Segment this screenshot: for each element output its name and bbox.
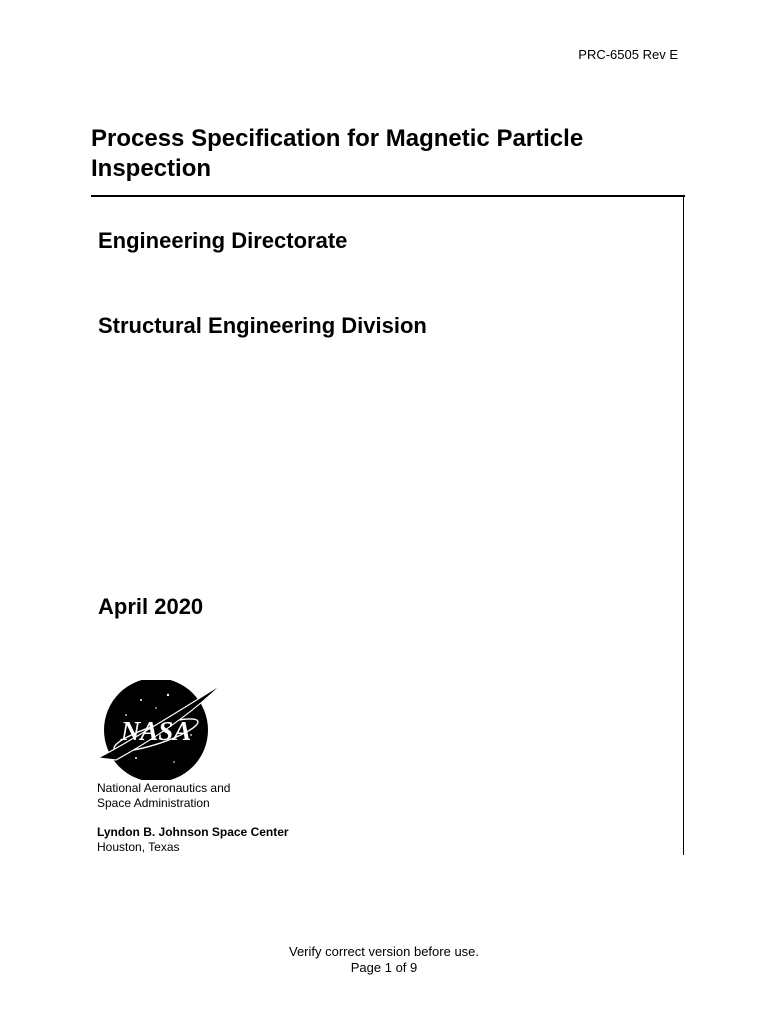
directorate-heading: Engineering Directorate xyxy=(98,228,348,253)
title-horizontal-rule xyxy=(91,195,685,197)
document-title xyxy=(91,124,671,184)
division-heading: Structural Engineering Division xyxy=(98,313,427,338)
nasa-meatball-logo-icon xyxy=(96,680,226,780)
center-location: Houston, Texas xyxy=(97,840,180,854)
document-title-line-2: Inspection xyxy=(91,155,212,182)
document-id: PRC-6505 Rev E xyxy=(578,47,678,62)
agency-name-line-1: National Aeronautics and xyxy=(97,781,231,795)
page-vertical-rule xyxy=(683,195,684,855)
document-title-line-1: Process Specification for Magnetic Particle xyxy=(91,125,584,152)
agency-name-line-2: Space Administration xyxy=(97,796,210,810)
nasa-logo-text: NASA xyxy=(120,716,192,746)
publication-date: April 2020 xyxy=(98,594,204,619)
center-name: Lyndon B. Johnson Space Center xyxy=(97,825,289,839)
version-notice: Verify correct version before use. xyxy=(288,944,480,959)
page-number: Page 1 of 9 xyxy=(350,960,418,975)
